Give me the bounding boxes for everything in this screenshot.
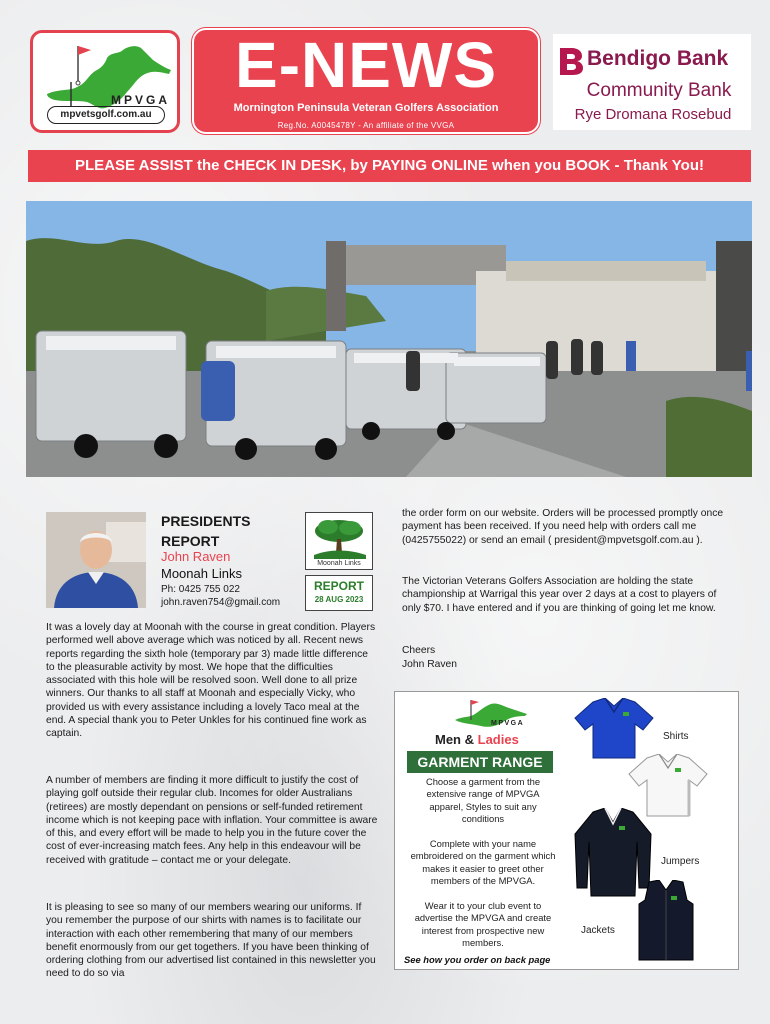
report-date: 28 AUG 2023 — [314, 595, 364, 604]
col2-closing-2: John Raven — [402, 659, 457, 670]
col1-paragraph-1: It was a lovely day at Moonah with the course in great condition. Players performed well above average which was noticed by all. Recent news reports regarding the sixth hole (temporary par 3) made little difference to the pleasurable activity by most. We hope that the difficulties associated with this hole will be resolved soon. Well done to all prize winners. Our thanks to all staff at Moonah and especially Vicky, who provided us with every assistance including a lovely Taco meal at the end. A special thank you to Peter Unkles for his continued fine work as captain. — [46, 622, 376, 740]
president-phone: Ph: 0425 755 022 — [161, 584, 240, 595]
mpvga-logo — [30, 30, 180, 133]
garment-range-ad — [394, 691, 739, 970]
enews-subtitle: Mornington Peninsula Veteran Golfers Association — [233, 102, 499, 114]
president-photo — [46, 512, 146, 608]
bank-community: Community Bank — [586, 80, 732, 101]
garment-range-title: GARMENT RANGE — [407, 751, 553, 773]
shirts-label: Shirts — [663, 731, 689, 742]
presidents-report-title: PRESIDENTS REPORT — [161, 513, 251, 549]
bendigo-logo-icon — [557, 46, 585, 76]
enews-title: E-NEWS — [235, 29, 497, 101]
back-page-note: See how you order on back page — [404, 954, 551, 965]
report-badge — [305, 575, 373, 611]
president-course: Moonah Links — [161, 566, 242, 581]
bank-sponsor — [553, 34, 751, 130]
garment-text-1: Choose a garment from the extensive range of MPVGA apparel, Styles to suit any conditions — [425, 776, 541, 824]
men-ladies-heading — [435, 732, 519, 747]
president-name: John Raven — [161, 549, 231, 564]
men-label: Men & — [435, 732, 474, 747]
logo-text: MPVGA — [111, 93, 171, 107]
golf-carts-photo — [26, 201, 752, 477]
report-label: REPORT — [313, 579, 364, 593]
col2-paragraph-1: the order form on our website. Orders will be processed promptly once payment has been received. If you need help with orders call me (0425755022) or send an email ( president@mpvetsgolf.com.au ). — [402, 508, 724, 546]
logo-url[interactable]: mpvetsgolf.com.au — [47, 106, 165, 124]
bank-location: Rye Dromana Rosebud — [574, 106, 732, 123]
moonah-tree-icon — [306, 515, 372, 561]
ladies-label: Ladies — [477, 732, 519, 747]
garment-text-3: Wear it to your club event to advertise the MPVGA and create interest from prospective new members. — [414, 900, 552, 948]
garment-text-2: Complete with your name embroidered on the garment which makes it easier to greet other members of the MPVGA. — [410, 838, 556, 886]
moonah-label: Moonah Links — [317, 560, 361, 567]
moonah-links-logo — [305, 512, 373, 570]
col2-closing-1: Cheers — [402, 645, 436, 656]
jackets-label: Jackets — [581, 925, 615, 936]
payment-banner: PLEASE ASSIST the CHECK IN DESK, by PAYING ONLINE when you BOOK - Thank You! — [28, 150, 751, 182]
col1-paragraph-3: It is pleasing to see so many of our members wearing our uniforms. If you remember the purpose of our shirts with names is to facilitate our interaction with each other remembering that many of our members benefit enormously from our get togethers. If you have been thinking of ordering clothing from our advertised list contained in this newsletter you need to do so via — [46, 902, 376, 980]
col1-paragraph-2: A number of members are finding it more difficult to justify the cost of playing golf outside their regular club. Incomes for older Australians (retirees) are mostly dependant on pensions or self-funded retirement income which is not keeping pace with inflation. Your committee is aware of this, and every effort will be made to help you in the future cover the cost of ever-increasing match fees. Any help in this endeavour will be received with gratitude – contact me or your delegate. — [46, 775, 378, 866]
enews-masthead — [192, 28, 540, 134]
enews-registration: Reg.No. A0045478Y - An affiliate of the VVGA — [277, 121, 455, 130]
jacket-icon — [635, 880, 697, 962]
garment-logo-text: MPVGA — [491, 720, 525, 727]
shirt-blue-icon — [573, 698, 655, 760]
president-email[interactable]: john.raven754@gmail.com — [161, 597, 281, 608]
col2-paragraph-2: The Victorian Veterans Golfers Association are holding the state championship at Warrigal this year over 2 days at a cost to players of only $70. I have entered and if you are thinking of going let me know. — [402, 576, 717, 614]
jumpers-label: Jumpers — [661, 856, 700, 867]
bank-name: Bendigo Bank — [587, 47, 729, 70]
